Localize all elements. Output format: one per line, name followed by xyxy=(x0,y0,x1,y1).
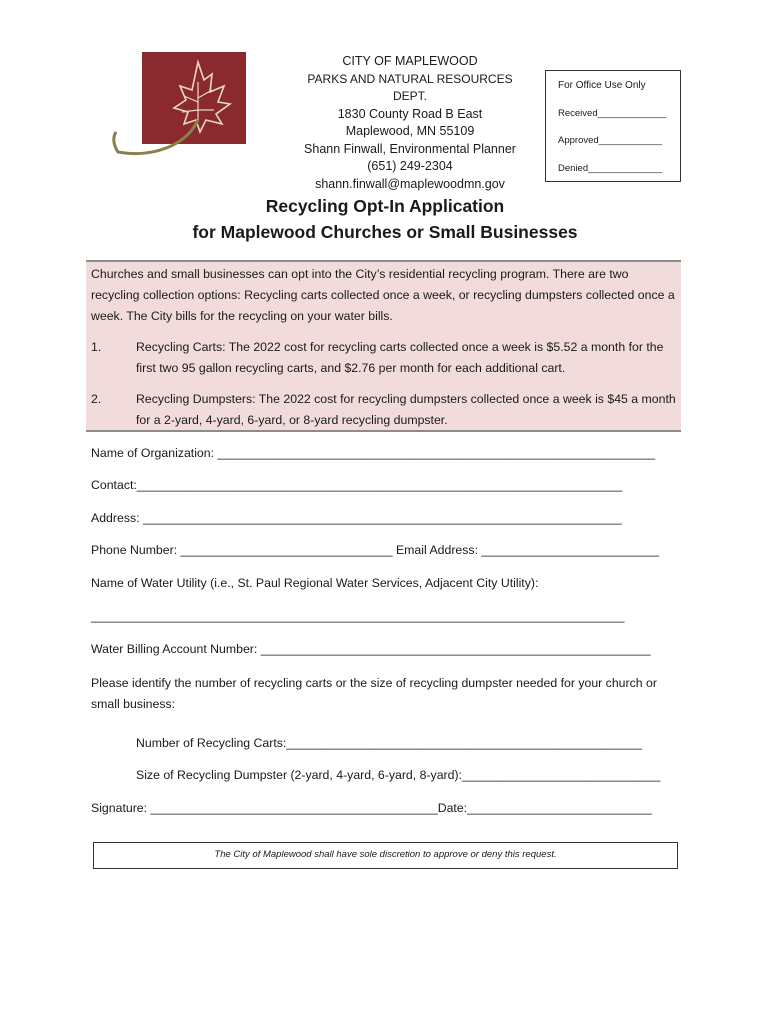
received-field[interactable]: Received_____________ xyxy=(558,108,667,119)
office-use-box xyxy=(545,70,681,182)
identify-instructions: Please identify the number of recycling carts or the size of recycling dumpster needed for your church or small business: xyxy=(91,676,657,711)
form-title xyxy=(0,193,770,245)
title-line-2: for Maplewood Churches or Small Businesses xyxy=(192,222,578,242)
water-utility-label: Name of Water Utility (i.e., St. Paul Regional Water Services, Adjacent City Utility): xyxy=(91,576,539,590)
contact-email[interactable]: shann.finwall@maplewoodmn.gov xyxy=(315,176,505,191)
title-line-1: Recycling Opt-In Application xyxy=(265,196,505,216)
office-use-title: For Office Use Only xyxy=(558,80,646,91)
city-name: CITY OF MAPLEWOOD xyxy=(342,54,478,68)
organization-name-field[interactable]: Name of Organization: ________________________________________________________________ xyxy=(91,446,656,460)
address-field[interactable]: Address: ______________________________________________________________________ xyxy=(91,511,622,525)
approved-field[interactable]: Approved____________ xyxy=(558,135,663,146)
water-account-field[interactable]: Water Billing Account Number: _________________________________________________________ xyxy=(91,642,651,656)
item-text: Recycling Carts: The 2022 cost for recycling carts collected once a week is $5.52 a month for the first two 95 gallon recycling carts, and $2.76 per month for each additional cart. xyxy=(136,340,664,375)
item-number: 2. xyxy=(91,392,102,406)
contact-phone: (651) 249-2304 xyxy=(367,159,453,173)
contact-field[interactable]: Contact:_______________________________________________________________________ xyxy=(91,478,623,492)
item-text: Recycling Dumpsters: The 2022 cost for recycling dumpsters collected once a week is $45 a month for a 2-yard, 4-yard, 6-yard, or 8-yard recycling dumpster. xyxy=(136,392,676,427)
dumpster-size-field[interactable]: Size of Recycling Dumpster (2-yard, 4-yard, 6-yard, 8-yard):_____________________________ xyxy=(136,768,661,782)
item-number: 1. xyxy=(91,340,102,354)
maple-leaf-logo xyxy=(112,52,248,160)
recycling-carts-field[interactable]: Number of Recycling Carts:____________________________________________________ xyxy=(136,736,642,750)
street-address: 1830 County Road B East xyxy=(337,106,483,121)
department-name: PARKS AND NATURAL RESOURCES DEPT. xyxy=(307,71,513,103)
intro-box xyxy=(86,260,681,432)
phone-email-field[interactable]: Phone Number: _______________________________ Email Address: __________________________ xyxy=(91,543,660,557)
signature-date-field[interactable]: Signature: __________________________________________Date:___________________________ xyxy=(91,801,652,815)
approval-notice: The City of Maplewood shall have sole discretion to approve or deny this request. xyxy=(93,842,678,869)
city-state-zip: Maplewood, MN 55109 xyxy=(345,124,475,138)
department-header xyxy=(290,53,530,193)
contact-name: Shann Finwall, Environmental Planner xyxy=(304,141,516,156)
water-utility-field[interactable]: ______________________________________________________________________________ xyxy=(91,609,625,623)
denied-field[interactable]: Denied______________ xyxy=(558,163,663,174)
intro-paragraph: Churches and small businesses can opt into the City’s residential recycling program. There are two recycling collection options: Recycling carts collected once a week, or recycling dumpsters collected once a week. The City bills for the recycling on your water bills. xyxy=(91,267,675,323)
